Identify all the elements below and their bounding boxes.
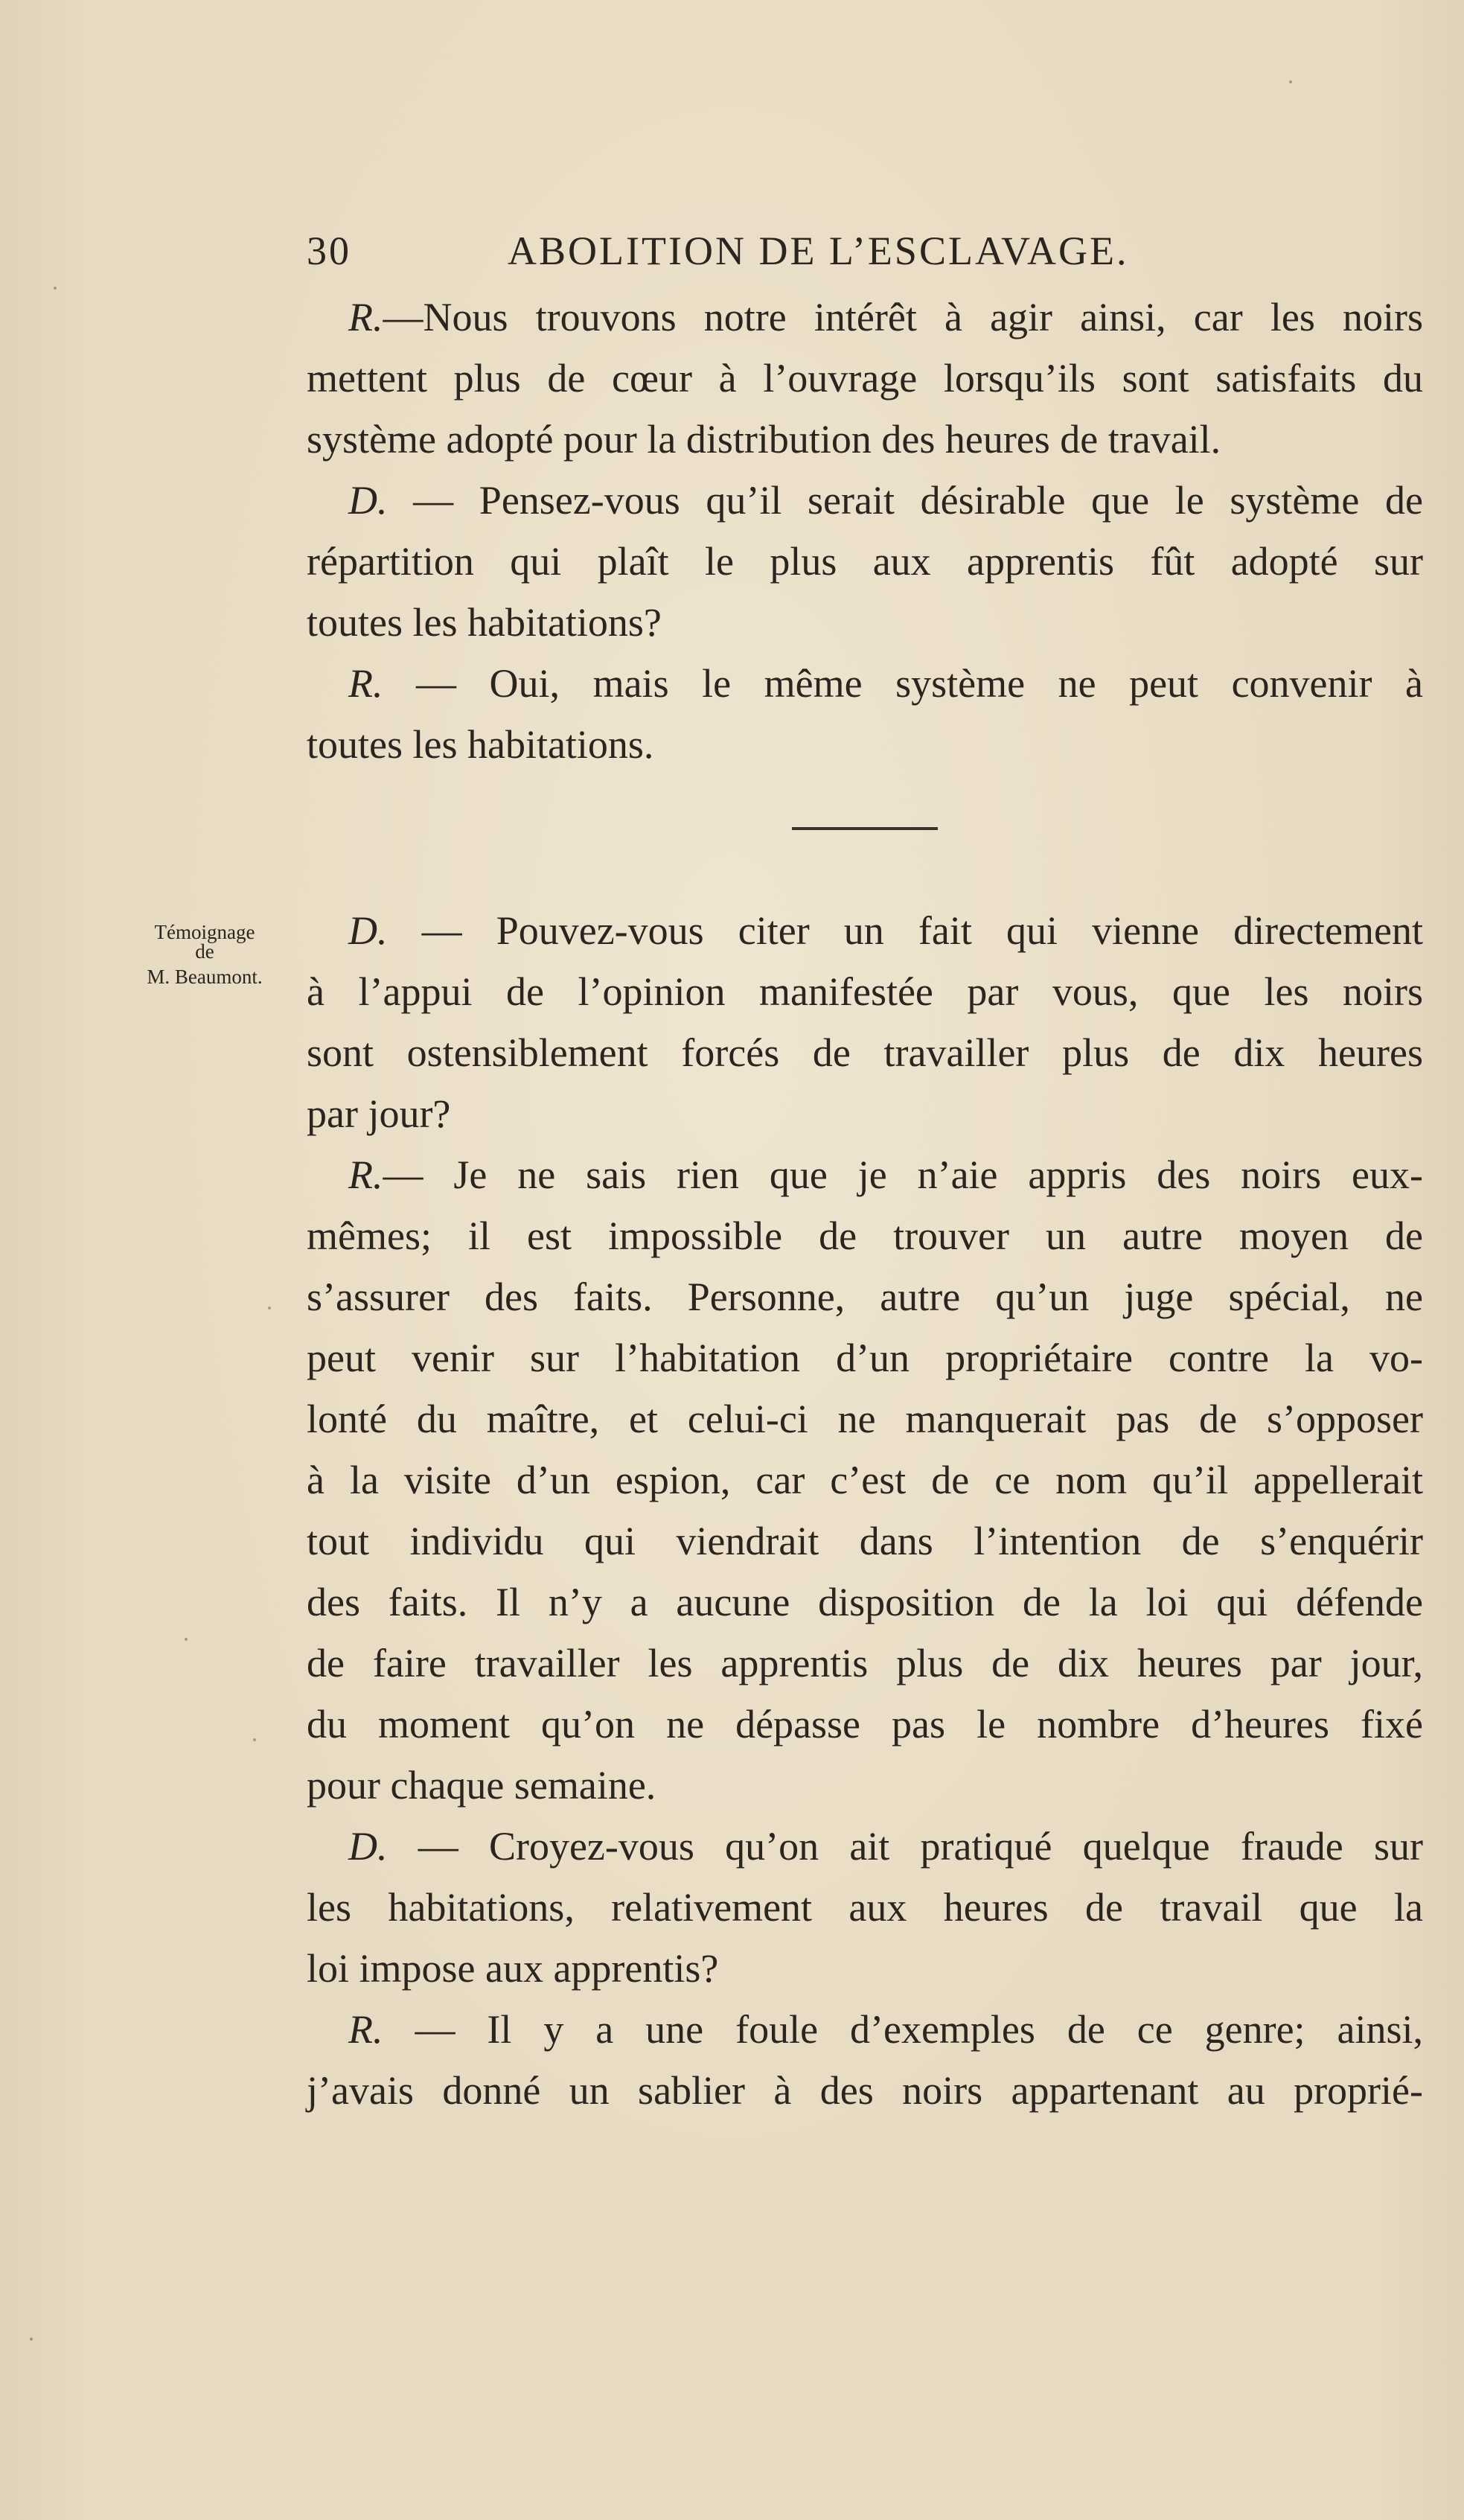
text-section-1	[307, 287, 1423, 775]
text-line	[307, 1999, 1423, 2060]
line-text: à l’appui de l’opinion manifestée par vous, que les noirs	[307, 969, 1423, 1014]
margin-note	[119, 919, 290, 989]
line-text: lonté du maître, et celui-ci ne manquerait pas de s’opposer	[307, 1397, 1423, 1441]
text-line	[307, 1511, 1423, 1572]
line-text: à la visite d’un espion, car c’est de ce nom qu’il appellerait	[307, 1458, 1423, 1502]
line-text: du moment qu’on ne dépasse pas le nombre d’heures fixé	[307, 1702, 1423, 1747]
text-line	[307, 470, 1423, 531]
text-line	[307, 1938, 1423, 1999]
line-text: — Croyez-vous qu’on ait pratiqué quelque fraude sur	[387, 1824, 1423, 1869]
text-line	[307, 348, 1423, 409]
text-line	[307, 900, 1423, 961]
text-line	[307, 1022, 1423, 1083]
line-text: mettent plus de cœur à l’ouvrage lorsqu’ils sont satisfaits du	[307, 356, 1423, 401]
line-text: — Pouvez-vous citer un fait qui vienne directement	[387, 908, 1423, 953]
speaker-label: D.	[348, 908, 388, 953]
line-text: sont ostensiblement forcés de travailler plus de dix heures	[307, 1030, 1423, 1075]
text-line	[307, 1633, 1423, 1694]
line-text: s’assurer des faits. Personne, autre qu’un juge spécial, ne	[307, 1275, 1423, 1319]
speaker-label: D.	[348, 478, 388, 523]
line-text: — Je ne sais rien que je n’aie appris des noirs eux-	[383, 1152, 1423, 1197]
margin-note-line-2: de	[195, 940, 214, 963]
text-line	[307, 1266, 1423, 1327]
section-separator	[792, 827, 938, 830]
text-line	[307, 1877, 1423, 1938]
speaker-label: D.	[348, 1824, 388, 1869]
line-text: —Nous trouvons notre intérêt à agir ainsi, car les noirs	[383, 295, 1423, 339]
text-line	[307, 1816, 1423, 1877]
text-line	[307, 653, 1423, 714]
page-number: 30	[307, 229, 351, 273]
paper-speck	[54, 287, 57, 290]
text-line	[307, 1144, 1423, 1205]
line-text: des faits. Il n’y a aucune disposition de la loi qui défende	[307, 1580, 1423, 1624]
speaker-label: R.	[348, 1152, 383, 1197]
text-line	[307, 592, 1423, 653]
margin-note-line-1: Témoignage	[154, 921, 255, 943]
line-text: j’avais donné un sablier à des noirs appartenant au proprié-	[307, 2068, 1423, 2113]
line-text: tout individu qui viendrait dans l’intention de s’enquérir	[307, 1519, 1423, 1563]
text-line	[307, 287, 1423, 348]
paper-speck	[185, 1638, 188, 1641]
text-line	[307, 1327, 1423, 1388]
line-text: système adopté pour la distribution des heures de travail.	[307, 417, 1221, 462]
running-head	[307, 225, 1431, 277]
paper-speck	[1289, 80, 1292, 83]
text-section-2	[307, 900, 1423, 2121]
line-text: — Il y a une foule d’exemples de ce genre; ainsi,	[383, 2007, 1423, 2052]
line-text: pour chaque semaine.	[307, 1763, 656, 1808]
text-line	[307, 1449, 1423, 1511]
text-line	[307, 1205, 1423, 1266]
margin-note-line-3: M. Beaumont.	[147, 966, 263, 988]
line-text: par jour?	[307, 1091, 451, 1136]
line-text: toutes les habitations?	[307, 600, 662, 645]
text-line	[307, 1388, 1423, 1449]
text-line	[307, 1755, 1423, 1816]
line-text: — Pensez-vous qu’il serait désirable que le système de	[387, 478, 1423, 523]
paper-speck	[30, 2338, 33, 2341]
line-text: toutes les habitations.	[307, 722, 654, 767]
text-line	[307, 2060, 1423, 2121]
paper-speck	[253, 1738, 256, 1741]
text-line	[307, 961, 1423, 1022]
line-text: répartition qui plaît le plus aux apprentis fût adopté sur	[307, 539, 1423, 584]
text-line	[307, 1694, 1423, 1755]
speaker-label: R.	[348, 661, 383, 706]
speaker-label: R.	[348, 2007, 383, 2052]
text-line	[307, 531, 1423, 592]
text-line	[307, 1572, 1423, 1633]
line-text: mêmes; il est impossible de trouver un autre moyen de	[307, 1213, 1423, 1258]
text-line	[307, 409, 1423, 470]
line-text: de faire travailler les apprentis plus de dix heures par jour,	[307, 1641, 1423, 1685]
line-text: peut venir sur l’habitation d’un propriétaire contre la vo-	[307, 1336, 1423, 1380]
page-title: ABOLITION DE L’ESCLAVAGE.	[508, 229, 1129, 273]
line-text: loi impose aux apprentis?	[307, 1946, 719, 1991]
text-line	[307, 1083, 1423, 1144]
speaker-label: R.	[348, 295, 383, 339]
line-text: — Oui, mais le même système ne peut convenir à	[383, 661, 1423, 706]
line-text: les habitations, relativement aux heures de travail que la	[307, 1885, 1423, 1930]
text-line	[307, 714, 1423, 775]
paper-speck	[268, 1307, 271, 1310]
